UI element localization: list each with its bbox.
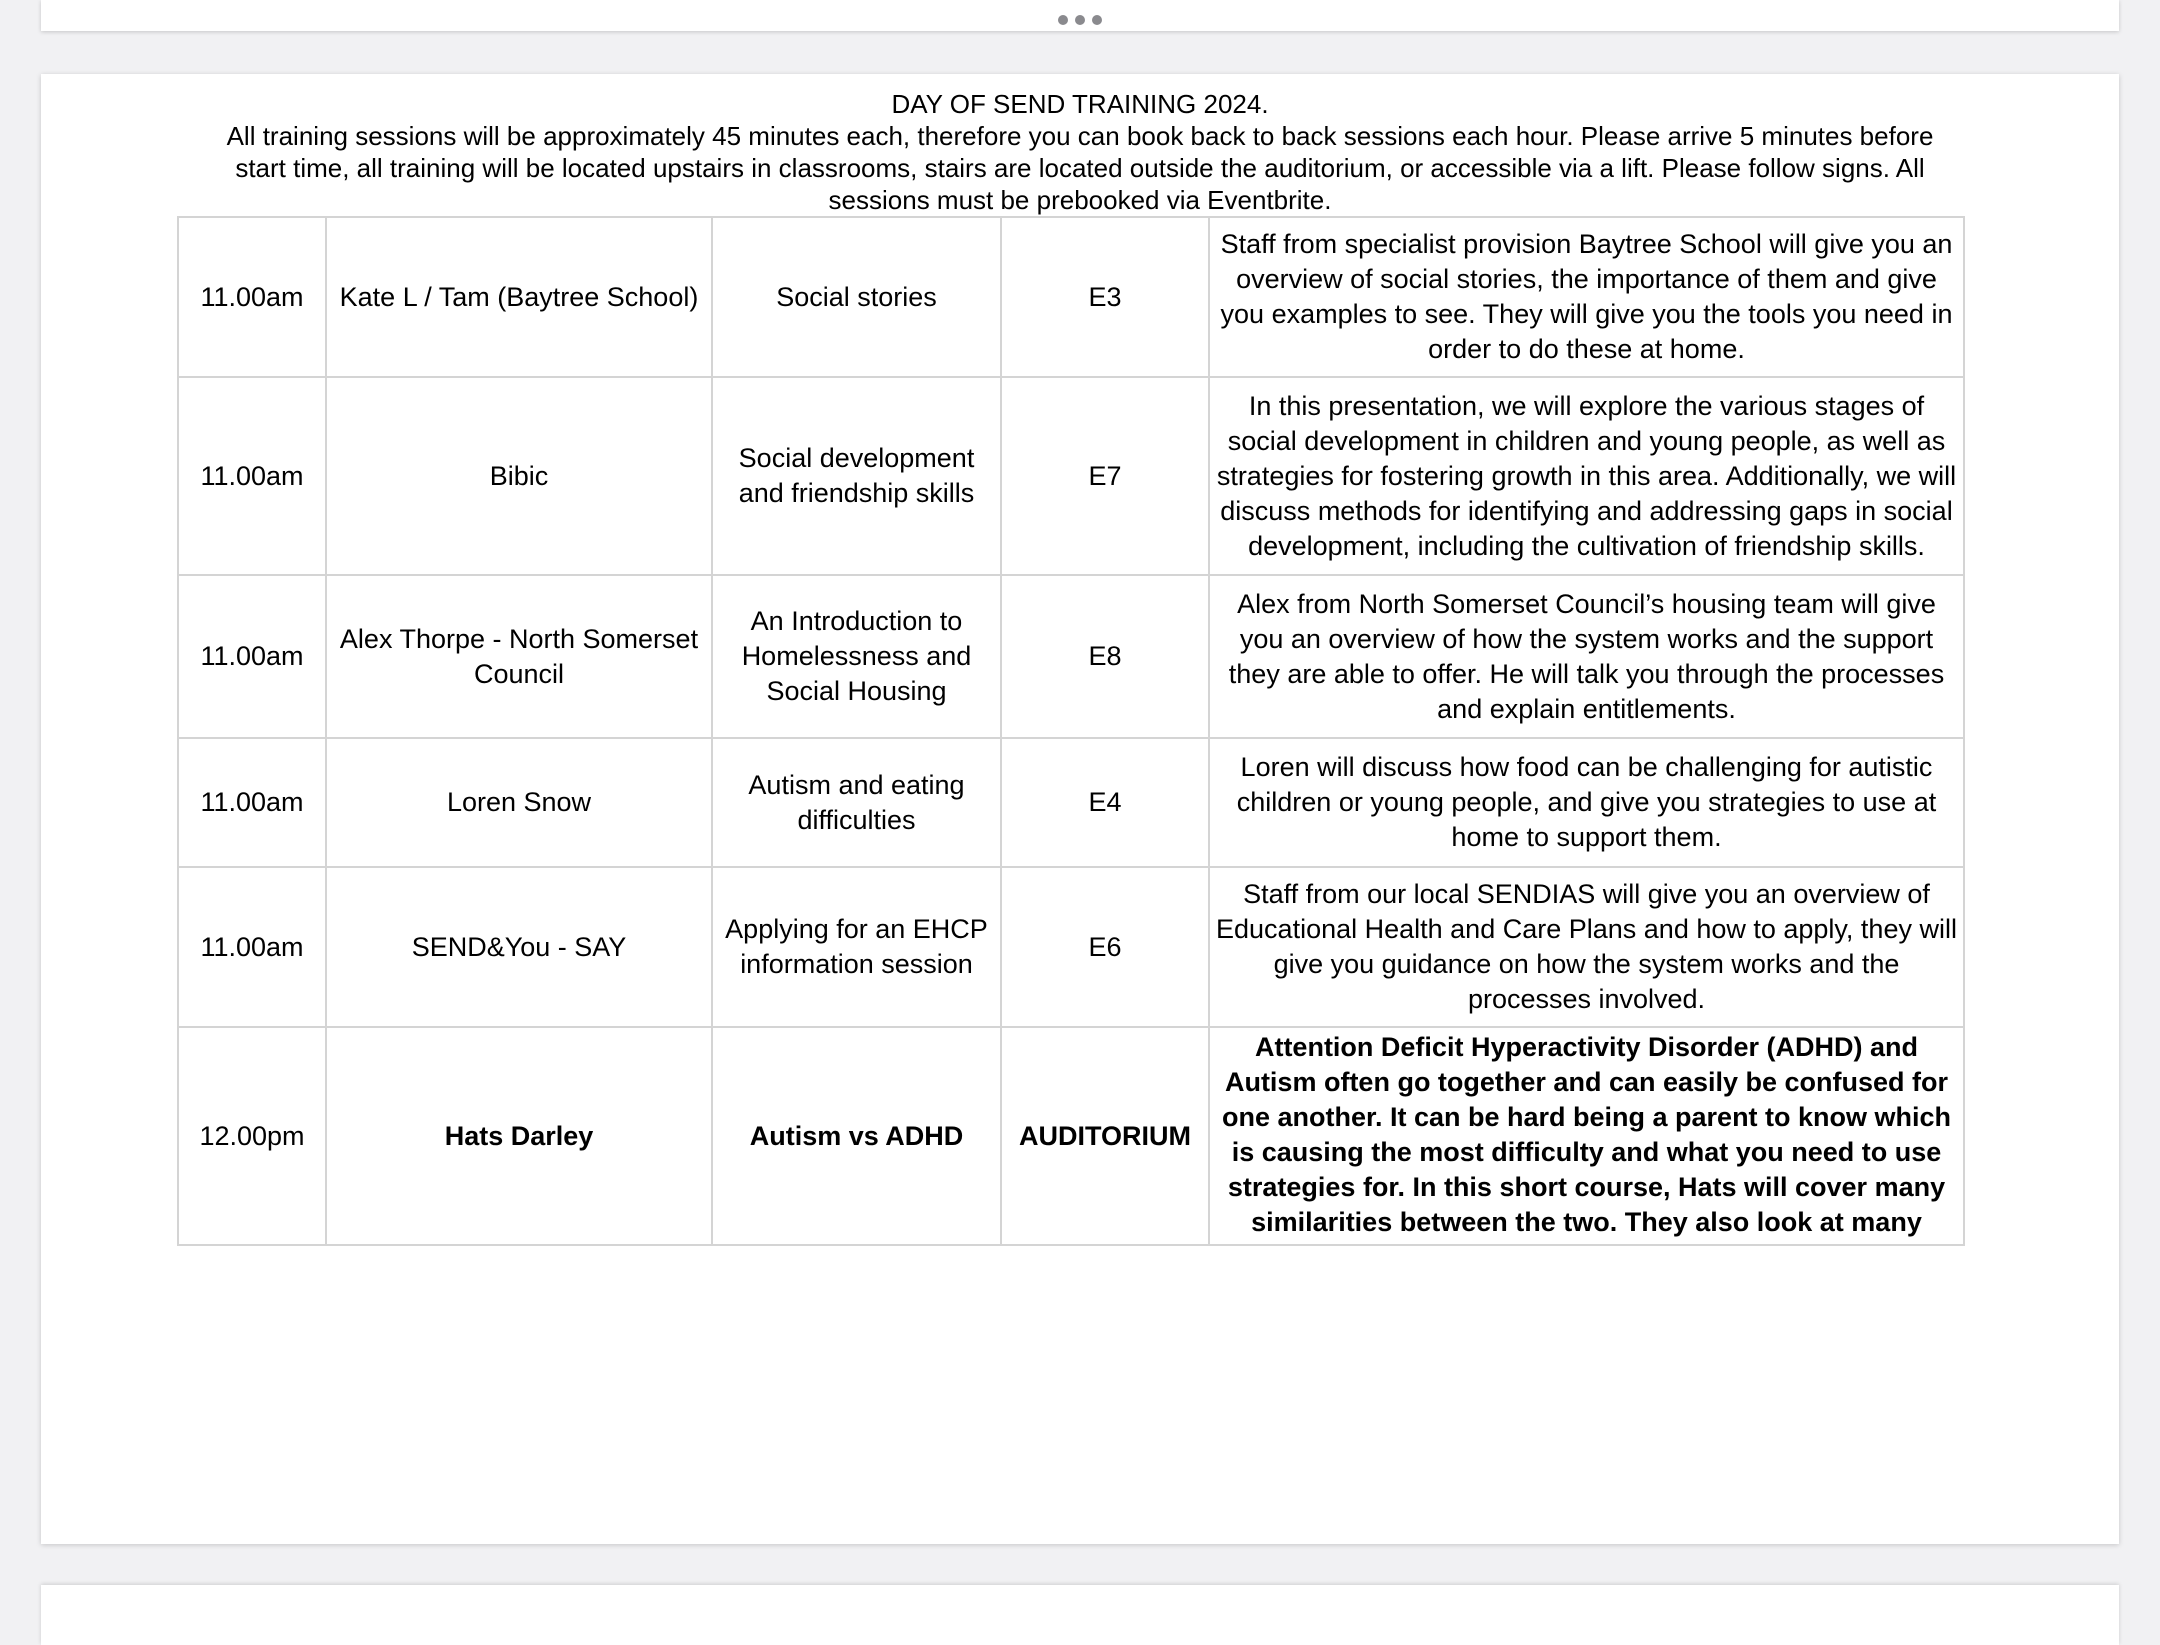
- time-cell: 11.00am: [178, 867, 326, 1027]
- dot: [1092, 15, 1102, 25]
- table-row: [178, 1027, 1964, 1245]
- description-cell: Loren will discuss how food can be challenging for autistic children or young people, and give you strategies to use at home to support them.: [1209, 738, 1964, 867]
- table-row: [178, 867, 1964, 1027]
- session-cell: Social stories: [712, 217, 1001, 377]
- presenter-cell: Loren Snow: [326, 738, 712, 867]
- time-cell: 11.00am: [178, 377, 326, 575]
- room-cell: E4: [1001, 738, 1209, 867]
- table-row: [178, 738, 1964, 867]
- presenter-cell: Kate L / Tam (Baytree School): [326, 217, 712, 377]
- document-intro: All training sessions will be approximately 45 minutes each, therefore you can book back to back sessions each hour. Please arrive 5 minutes before start time, all training will be located upstairs in classrooms, stairs are located outside the auditorium, or accessible via a lift. Please follow signs. All sessions must be prebooked via Eventbrite.: [226, 121, 1934, 215]
- dot: [1075, 15, 1085, 25]
- description-cell: Staff from specialist provision Baytree School will give you an overview of social stories, the importance of them and give you examples to see. They will give you the tools you need in order to do these at home.: [1209, 217, 1964, 377]
- description-cell: [1209, 1027, 1964, 1245]
- room-cell: AUDITORIUM: [1001, 1027, 1209, 1245]
- presenter-cell: Alex Thorpe - North Somerset Council: [326, 575, 712, 738]
- room-cell: E3: [1001, 217, 1209, 377]
- document-heading: [180, 88, 1980, 216]
- session-cell: Social development and friendship skills: [712, 377, 1001, 575]
- time-cell: 11.00am: [178, 738, 326, 867]
- dot: [1058, 15, 1068, 25]
- presenter-cell: SEND&You - SAY: [326, 867, 712, 1027]
- schedule-table: [177, 216, 1965, 1246]
- room-cell: E7: [1001, 377, 1209, 575]
- description-text: Attention Deficit Hyperactivity Disorder (ADHD) and Autism often go together and can easily be confused for one another. It can be hard being a parent to know which is causing the most difficulty and what you need to use strategies for. In this short course, Hats will cover many similarities between the two. They also look at many: [1221, 1032, 1952, 1237]
- time-cell: 12.00pm: [178, 1027, 326, 1245]
- time-cell: 11.00am: [178, 217, 326, 377]
- session-cell: Autism and eating difficulties: [712, 738, 1001, 867]
- table-row: [178, 217, 1964, 377]
- session-cell: Applying for an EHCP information session: [712, 867, 1001, 1027]
- table-row: [178, 377, 1964, 575]
- session-cell: Autism vs ADHD: [712, 1027, 1001, 1245]
- room-cell: E8: [1001, 575, 1209, 738]
- room-cell: E6: [1001, 867, 1209, 1027]
- table-row: [178, 575, 1964, 738]
- more-options-icon[interactable]: [1058, 14, 1102, 25]
- time-cell: 11.00am: [178, 575, 326, 738]
- description-cell: Staff from our local SENDIAS will give you an overview of Educational Health and Care Plans and how to apply, they will give you guidance on how the system works and the processes involved.: [1209, 867, 1964, 1027]
- next-page: [41, 1585, 2119, 1645]
- presenter-cell: Bibic: [326, 377, 712, 575]
- description-cell: In this presentation, we will explore the various stages of social development in children and young people, as well as strategies for fostering growth in this area. Additionally, we will discuss methods for identifying and addressing gaps in social development, including the cultivation of friendship skills.: [1209, 377, 1964, 575]
- session-cell: An Introduction to Homelessness and Social Housing: [712, 575, 1001, 738]
- document-title: DAY OF SEND TRAINING 2024.: [891, 89, 1269, 119]
- description-cell: Alex from North Somerset Council’s housing team will give you an overview of how the system works and the support they are able to offer. He will talk you through the processes and explain entitlements.: [1209, 575, 1964, 738]
- presenter-cell: Hats Darley: [326, 1027, 712, 1245]
